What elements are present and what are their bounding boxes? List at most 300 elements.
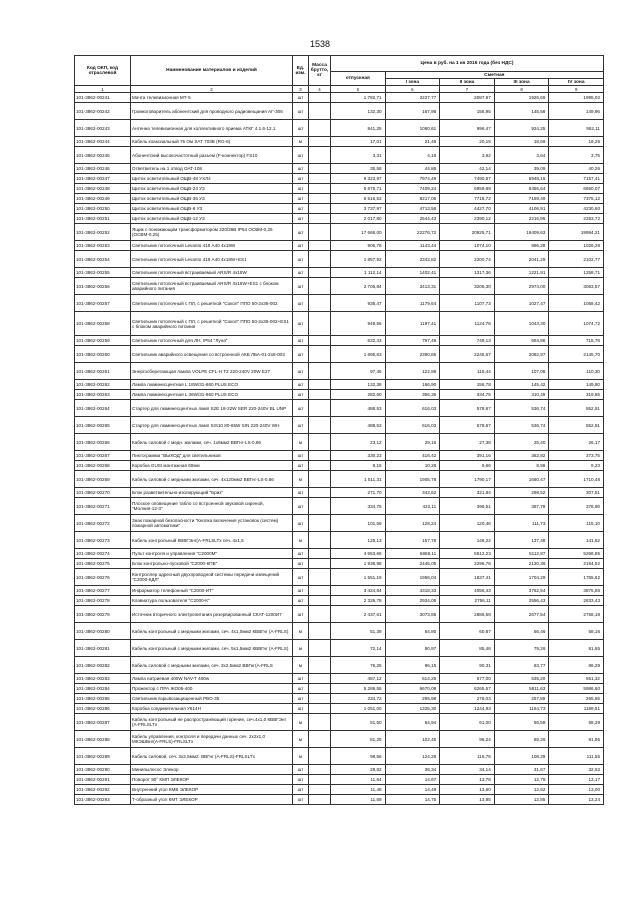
row-price-zone-4: 58,16 [549,623,604,640]
row-sale-price: 76,25 [331,657,386,674]
price-table [74,55,604,805]
row-price-zone-1: 616,03 [385,417,440,434]
row-code: 101-3862-00281 [75,640,131,657]
row-price-zone-3: 298,52 [494,488,549,498]
row-price-zone-1: 1905,78 [385,471,440,488]
table-row [75,251,604,268]
table-row [75,704,604,714]
header-estimate: Сметная [385,72,603,79]
table-row [75,606,604,623]
row-price-zone-2: 578,67 [440,400,495,417]
row-name: Кабель силовой с медн. жилами, сеч. 1х6мм2 ВВГнг-LS-0,66 [131,434,293,451]
row-price-zone-2: 2886,58 [440,606,495,623]
table-row [75,241,604,251]
row-name: Светильник потолочный встраиваемый ARS/R 4x18W [131,268,293,278]
row-price-zone-2: 578,67 [440,417,495,434]
row-price-zone-1: 356,36 [385,390,440,400]
table-row [75,93,604,103]
row-price-zone-2: 5512,23 [440,549,495,559]
row-unit: шт [293,569,309,586]
row-price-zone-4: 2145,70 [549,346,604,363]
row-mass [309,312,331,336]
row-code: 101-3862-00246 [75,164,131,174]
row-price-zone-3: 137,48 [494,532,549,549]
table-row [75,596,604,606]
row-price-zone-4: 86,29 [549,657,604,674]
row-unit: шт [293,312,309,336]
table-row [75,488,604,498]
row-sale-price: 334,75 [331,498,386,515]
row-mass [309,795,331,805]
table-row [75,164,604,174]
row-price-zone-1: 1060,61 [385,120,440,137]
row-code: 101-3862-00258 [75,312,131,336]
row-mass [309,147,331,164]
row-price-zone-4: 4230,60 [549,204,604,214]
row-mass [309,336,331,346]
row-price-zone-2: 156,78 [440,380,495,390]
row-sale-price: 1 782,71 [331,93,386,103]
row-name: Светильник потолочный встраиваемый ARS/R 4x18W+ES1 с блоком аварийного питания [131,278,293,295]
row-price-zone-2: 2390,12 [440,214,495,224]
row-price-zone-3: 1704,29 [494,569,549,586]
row-price-zone-1: 10,28 [385,461,440,471]
table-row [75,194,604,204]
row-price-zone-3: 996,28 [494,241,549,251]
row-price-zone-3: 108,29 [494,748,549,765]
table-row [75,461,604,471]
table-row [75,714,604,731]
row-unit: шт [293,515,309,532]
row-price-zone-4: 91,95 [549,731,604,748]
row-price-zone-1: 44,86 [385,164,440,174]
row-price-zone-3: 536,74 [494,400,549,417]
row-name: Лампа люминесцентная L 18W/31-860 PLUS ECO [131,380,293,390]
row-price-zone-3: 2216,95 [494,214,549,224]
row-price-zone-2: 148,22 [440,532,495,549]
row-unit: шт [293,194,309,204]
row-code: 101-3862-00267 [75,451,131,461]
table-row [75,120,604,137]
column-index: 9 [549,86,604,93]
row-unit: м [293,137,309,147]
row-price-zone-2: 13,78 [440,775,495,785]
row-price-zone-1: 5868,11 [385,549,440,559]
row-price-zone-1: 64,94 [385,714,440,731]
row-name: Светильник взрывозащищенный РВО-35 [131,694,293,704]
row-sale-price: 11,48 [331,785,386,795]
row-price-zone-4: 373,75 [549,451,604,461]
row-mass [309,488,331,498]
row-price-zone-2: 85,46 [440,640,495,657]
row-code: 101-3862-00283 [75,674,131,684]
row-unit: шт [293,586,309,596]
row-price-zone-3: 367,79 [494,498,549,515]
row-price-zone-2: 13,85 [440,795,495,805]
row-sale-price: 2 017,80 [331,214,386,224]
row-name: Светильник потолочный Levanto 418 А40 4x18W+ES1 [131,251,293,268]
row-sale-price: 97,46 [331,363,386,380]
table-row [75,684,604,694]
row-sale-price: 98,56 [331,748,386,765]
row-sale-price: 51,39 [331,623,386,640]
row-code: 101-3862-00244 [75,137,131,147]
row-sale-price: 5 875,71 [331,184,386,194]
row-sale-price: 3,31 [331,147,386,164]
row-name: Щиток осветительный ОЩВ-12 УЗ [131,214,293,224]
row-price-zone-3: 8,96 [494,461,549,471]
row-price-zone-2: 396,51 [440,498,495,515]
row-name: Блок контрольно-пусковой "С2000-КПБ" [131,559,293,569]
row-code: 101-3862-00285 [75,694,131,704]
table-row [75,147,604,164]
row-name: Кабель коаксиальный 75 Ом SAT 703B (RG-6) [131,137,293,147]
row-name: Кабель контрольный с медными жилами, сеч. 4х1,0мм2 КВВГнг (А-FRLS) [131,623,293,640]
row-price-zone-1: 167,98 [385,103,440,120]
row-price-zone-3: 79,26 [494,640,549,657]
row-mass [309,775,331,785]
row-sale-price: 132,30 [331,103,386,120]
table-row [75,498,604,515]
row-code: 101-3862-00254 [75,251,131,268]
row-price-zone-1: 614,25 [385,674,440,684]
row-price-zone-2: 6959,89 [440,184,495,194]
row-mass [309,606,331,623]
row-code: 101-3862-00241 [75,93,131,103]
row-mass [309,120,331,137]
header-zone-1: I зона [385,79,440,86]
row-code: 101-3862-00272 [75,515,131,532]
row-sale-price: 5 289,55 [331,684,386,694]
row-price-zone-1: 8217,05 [385,194,440,204]
row-mass [309,674,331,684]
row-price-zone-4: 81,65 [549,640,604,657]
row-mass [309,623,331,640]
row-sale-price: 1 551,19 [331,569,386,586]
row-sale-price: 101,59 [331,515,386,532]
row-sale-price: 11,69 [331,795,386,805]
row-price-zone-4: 715,78 [549,336,604,346]
row-price-zone-4: 58,29 [549,714,604,731]
row-mass [309,204,331,214]
row-price-zone-4: 1995,02 [549,93,604,103]
row-price-zone-1: 416,42 [385,451,440,461]
table-row [75,785,604,795]
row-sale-price: 132,36 [331,380,386,390]
row-sale-price: 1 857,92 [331,251,386,268]
row-code: 101-3862-00280 [75,623,131,640]
row-unit: шт [293,400,309,417]
row-price-zone-4: 3,75 [549,147,604,164]
row-price-zone-3: 3,64 [494,147,549,164]
row-sale-price: 6 516,53 [331,194,386,204]
row-mass [309,748,331,765]
row-price-zone-3: 39,09 [494,164,549,174]
row-price-zone-4: 115,10 [549,515,604,532]
row-price-zone-4: 6650,07 [549,184,604,194]
row-name: Коробка соединительная У614Н [131,704,293,714]
row-sale-price: 125,13 [331,532,386,549]
row-price-zone-3: 6455,64 [494,184,549,194]
row-name: Поворот 90° КМП ЭЛЕКОР [131,775,293,785]
header-code: Код ОКП, код отраслевой [75,56,131,86]
row-name: Мачта телевизионная МТ-5 [131,93,293,103]
row-price-zone-2: 1244,93 [440,704,495,714]
row-name: Щиток осветительный ОЩВ-24 УЗ [131,184,293,194]
row-price-zone-1: 6670,09 [385,684,440,694]
table-row [75,346,604,363]
row-mass [309,471,331,488]
row-price-zone-1: 36,34 [385,765,440,775]
row-code: 101-3862-00260 [75,346,131,363]
column-index: 2 [131,86,293,93]
row-unit: шт [293,775,309,785]
row-name: Абонентский высокочастотный разъем (F-коннектор) FS10 [131,147,293,164]
row-unit: шт [293,204,309,214]
row-sale-price: 1 511,31 [331,471,386,488]
row-price-zone-1: 4,18 [385,147,440,164]
row-price-zone-3: 5112,87 [494,549,549,559]
row-price-zone-3: 257,89 [494,694,549,704]
row-sale-price: 2 437,61 [331,606,386,623]
row-price-zone-3: 89,26 [494,731,549,748]
row-price-zone-4: 19994,21 [549,224,604,241]
row-code: 101-3862-00255 [75,268,131,278]
row-price-zone-4: 1074,72 [549,312,604,336]
row-price-zone-2: 2200,74 [440,251,495,268]
row-unit: шт [293,214,309,224]
row-name: Светильник потолочный с ПЛ, с решеткой "Сокол" ППО 50-2х36-002+ES1 с блоком аварийного питания [131,312,293,336]
row-code: 101-3862-00262 [75,380,131,390]
row-price-zone-1: 1197,41 [385,312,440,336]
row-mass [309,785,331,795]
row-unit: шт [293,147,309,164]
row-price-zone-4: 3063,57 [549,278,604,295]
row-price-zone-3: 56,46 [494,623,549,640]
row-sale-price: 51,50 [331,714,386,731]
row-price-zone-2: 20,15 [440,137,495,147]
row-name: Кабель силовой, сеч. 3х2,5мм2. ВВГнг (А-FRLS)-FRLSLTx [131,748,293,765]
row-price-zone-3: 2677,54 [494,606,549,623]
row-mass [309,93,331,103]
row-sale-price: 949,56 [331,312,386,336]
table-row [75,400,604,417]
row-price-zone-1: 128,24 [385,515,440,532]
row-mass [309,549,331,559]
row-price-zone-1: 102,45 [385,731,440,748]
row-sale-price: 234,72 [331,694,386,704]
row-name: Блок разветвительно-изолирующий "Бриз" [131,488,293,498]
table-row [75,775,604,785]
row-price-zone-2: 9,66 [440,461,495,471]
table-row [75,795,604,805]
row-mass [309,400,331,417]
table-row [75,184,604,194]
row-price-zone-3: 2130,36 [494,559,549,569]
header-price-group: Цена в руб. на 1 кв 2016 года (без НДС) [331,56,604,72]
row-price-zone-4: 2633,43 [549,596,604,606]
row-price-zone-4: 552,91 [549,400,604,417]
row-name: Контроллер адресный двухпроводной системы передачи извещений "С2000-КДЛ" [131,569,293,586]
table-row [75,657,604,674]
row-price-zone-1: 2544,43 [385,214,440,224]
row-price-zone-3: 1660,47 [494,471,549,488]
row-price-zone-1: 422,11 [385,498,440,515]
row-sale-price: 935,47 [331,295,386,312]
header-mass: Масса брутто, кг [309,56,331,86]
row-name: Кабель контрольный КВВГЭнг(А-FRLSLTx сеч. 4х1,5 [131,532,293,549]
row-price-zone-2: 13,60 [440,785,495,795]
table-row [75,623,604,640]
row-name: Светильник потолочный для ЛН, IP54 "Луна" [131,336,293,346]
row-unit: шт [293,596,309,606]
row-name: Энергосберегающая лампа VOLPE CFL-H T2 220-240V 20W E27 [131,363,293,380]
row-name: Светильник аварийного освещения со встроенной АКБ ЛБА-01-2х8-003 [131,346,293,363]
row-price-zone-1: 21,45 [385,137,440,147]
row-sale-price: 3 737,97 [331,204,386,214]
row-price-zone-4: 3875,86 [549,586,604,596]
row-price-zone-1: 1143,44 [385,241,440,251]
row-mass [309,731,331,748]
row-sale-price: 3 424,54 [331,586,386,596]
row-unit: шт [293,417,309,434]
row-name: Коробка GUSI монтажная 60мм [131,461,293,471]
row-mass [309,295,331,312]
row-unit: шт [293,549,309,559]
row-unit: шт [293,498,309,515]
row-mass [309,657,331,674]
row-price-zone-4: 149,80 [549,380,604,390]
row-code: 101-3862-00275 [75,559,131,569]
row-mass [309,251,331,268]
row-name: Внутренний угол КМВ ЭЛЕКОР [131,785,293,795]
row-name: Щиток осветительный ОЩВ-36 УЗ [131,194,293,204]
row-code: 101-3862-00276 [75,569,131,586]
row-price-zone-3: 145,42 [494,380,549,390]
row-mass [309,434,331,451]
row-price-zone-2: 1107,73 [440,295,495,312]
row-mass [309,694,331,704]
row-price-zone-2: 1790,17 [440,471,495,488]
row-price-zone-1: 64,80 [385,623,440,640]
row-price-zone-3: 12,78 [494,775,549,785]
row-code: 101-3862-00279 [75,606,131,623]
row-name: Пиктограмма "ВЫХОД" для светильников [131,451,293,461]
row-price-zone-3: 536,74 [494,417,549,434]
row-mass [309,103,331,120]
row-code: 101-3862-00242 [75,103,131,120]
table-row [75,559,604,569]
row-unit: шт [293,451,309,461]
row-price-zone-4: 9,23 [549,461,604,471]
row-price-zone-3: 1221,91 [494,268,549,278]
row-code: 101-3862-00264 [75,400,131,417]
row-price-zone-3: 83,77 [494,657,549,674]
row-name: Лампа натриевая 400W NAV-T 400w [131,674,293,684]
row-price-zone-2: 996,47 [440,120,495,137]
row-sale-price: 23,12 [331,434,386,451]
row-unit: м [293,640,309,657]
row-unit: шт [293,224,309,241]
row-price-zone-3: 12,85 [494,795,549,805]
row-price-zone-2: 3206,30 [440,278,495,295]
row-code: 101-3862-00271 [75,498,131,515]
row-price-zone-1: 2390,65 [385,346,440,363]
row-unit: шт [293,606,309,623]
row-price-zone-4: 110,30 [549,363,604,380]
row-name: Знак пожарной безопасности "Кнопка включения установок (систем) пожарной автоматики" [131,515,293,532]
row-price-zone-2: 2245,67 [440,346,495,363]
row-code: 101-3862-00269 [75,471,131,488]
row-unit: шт [293,674,309,684]
row-price-zone-2: 96,24 [440,731,495,748]
row-mass [309,224,331,241]
row-price-zone-1: 122,89 [385,363,440,380]
table-row [75,532,604,549]
column-index: 1 [75,86,131,93]
row-price-zone-2: 391,16 [440,451,495,461]
row-price-zone-2: 749,13 [440,336,495,346]
header-unit: Ед. изм. [293,56,309,86]
table-row [75,471,604,488]
row-price-zone-2: 1837,41 [440,569,495,586]
row-name: Информатор телефонный "С2000-ИТ" [131,586,293,596]
row-unit: шт [293,103,309,120]
row-price-zone-4: 2283,72 [549,214,604,224]
row-sale-price: 632,43 [331,336,386,346]
row-sale-price: 81,25 [331,731,386,748]
row-price-zone-2: 7490,87 [440,174,495,184]
row-unit: шт [293,174,309,184]
row-unit: шт [293,278,309,295]
row-price-zone-1: 90,97 [385,640,440,657]
row-price-zone-2: 334,75 [440,390,495,400]
row-mass [309,417,331,434]
row-mass [309,569,331,586]
header-zone-3: III зона [494,79,549,86]
row-sale-price: 841,25 [331,120,386,137]
row-sale-price: 1 112,14 [331,268,386,278]
row-price-zone-3: 7159,49 [494,194,549,204]
row-price-zone-1: 166,90 [385,380,440,390]
row-sale-price: 28,82 [331,765,386,775]
row-mass [309,461,331,471]
row-price-zone-2: 4427,70 [440,204,495,214]
row-price-zone-2: 116,75 [440,748,495,765]
row-price-zone-1: 22276,72 [385,224,440,241]
table-row [75,748,604,765]
column-index: 8 [494,86,549,93]
row-price-zone-2: 278,03 [440,694,495,704]
row-name: Стартер для люминесцентных ламп SIS10 80-65W SIN 220-240V WH [131,417,293,434]
row-name: Кабель контрольный не распространяющий горение, сеч.4х1,0 КВВГЭнг (А-FRLSLTx [131,714,293,731]
row-mass [309,137,331,147]
row-price-zone-3: 19409,63 [494,224,549,241]
row-name: Прожектор с ПРА ЖО05-400 [131,684,293,694]
row-price-zone-3: 2556,43 [494,596,549,606]
row-price-zone-3: 145,58 [494,103,549,120]
row-name: Щиток осветительный ОЩВ-48 УХЛ4 [131,174,293,184]
row-price-zone-1: 7974,49 [385,174,440,184]
row-unit: шт [293,184,309,194]
page-number: 1538 [309,39,331,49]
table-row [75,586,604,596]
row-price-zone-4: 952,11 [549,120,604,137]
row-unit: шт [293,795,309,805]
row-price-zone-3: 2082,97 [494,346,549,363]
row-mass [309,278,331,295]
row-sale-price: 282,60 [331,390,386,400]
